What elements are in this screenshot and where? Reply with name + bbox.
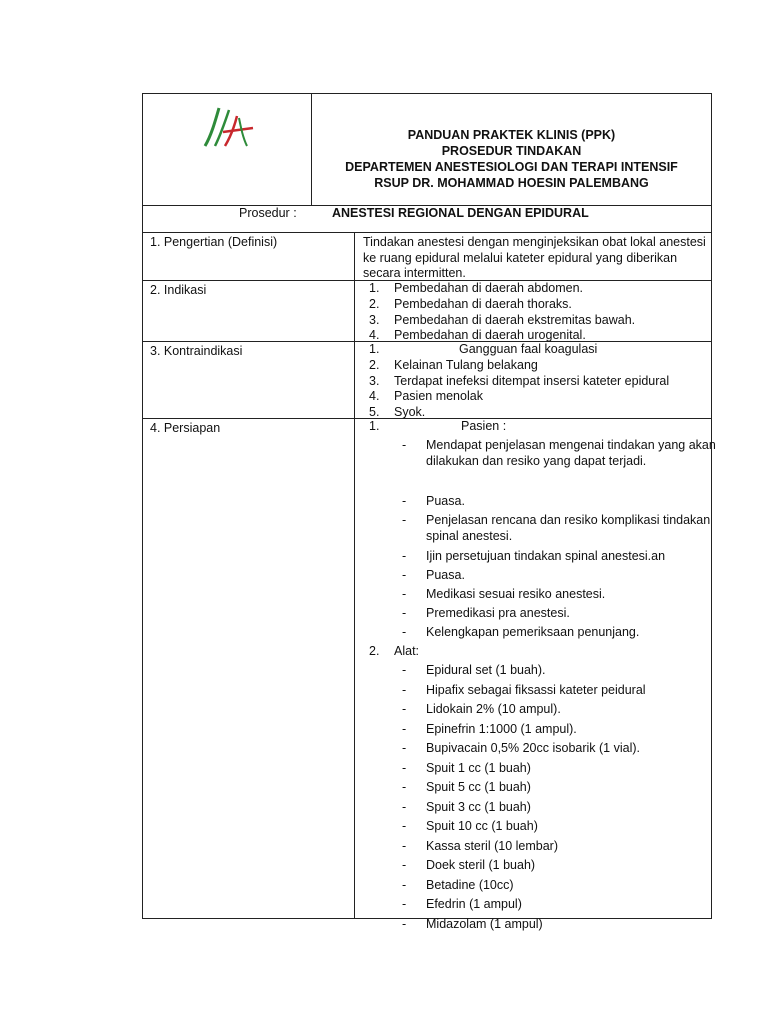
dash-bullet: -	[402, 916, 407, 931]
list-item	[369, 897, 714, 917]
dash-bullet: -	[402, 897, 407, 911]
dash-bullet: -	[402, 568, 407, 582]
list-item	[369, 741, 714, 761]
dash-bullet: -	[402, 760, 407, 775]
header-row	[143, 94, 711, 206]
dash-bullet: -	[402, 858, 407, 872]
title-line-3: DEPARTEMEN ANESTESIOLOGI DAN TERAPI INTENSIF	[345, 160, 678, 174]
list-item-text: Betadine (10cc)	[426, 877, 514, 892]
list-item	[369, 702, 714, 722]
persiapan-row	[143, 419, 716, 931]
list-item: 1. Gangguan faal koagulasi	[369, 342, 598, 356]
list-item-text: Doek steril (1 buah)	[426, 858, 536, 872]
list-item	[369, 780, 714, 800]
list-item: 3. Terdapat inefeksi ditempat insersi kateter epidural	[369, 373, 670, 388]
dash-bullet: -	[402, 819, 407, 833]
title-cell	[312, 94, 711, 205]
list-item	[369, 839, 714, 859]
list-item-text: Penjelasan rencana dan resiko komplikasi tindakan spinal anestesi.	[426, 513, 711, 543]
list-item	[369, 878, 714, 898]
hospital-logo-icon	[201, 102, 257, 150]
list-item: 4. Pasien menolak	[369, 389, 483, 404]
list-item	[369, 549, 714, 568]
kontraindikasi-list	[369, 342, 669, 421]
list-item-text: Spuit 1 cc (1 buah)	[426, 760, 531, 775]
list-item	[369, 683, 714, 703]
list-item-text: Medikasi sesuai resiko anestesi.	[426, 587, 606, 601]
indikasi-label: 2. Indikasi	[150, 283, 207, 297]
dash-bullet: -	[402, 625, 407, 639]
dash-bullet: -	[402, 513, 407, 527]
kontraindikasi-row	[143, 342, 711, 419]
dash-bullet: -	[402, 663, 407, 677]
alat-heading: 2. Alat:	[369, 644, 420, 658]
list-item	[369, 606, 714, 625]
list-item-text: Efedrin (1 ampul)	[426, 897, 522, 911]
pengertian-label: 1. Pengertian (Definisi)	[150, 235, 278, 249]
indikasi-row	[143, 281, 711, 342]
pasien-heading: 1. Pasien :	[369, 419, 507, 433]
prosedur-row	[143, 206, 711, 233]
list-item-text: Premedikasi pra anestesi.	[426, 606, 570, 620]
pengertian-text: Tindakan anestesi dengan menginjeksikan obat lokal anestesi ke ruang epidural melalui kateter epidural yang diberikan secara intermitten.	[363, 235, 706, 280]
list-item	[369, 568, 714, 587]
list-item	[369, 625, 714, 644]
list-item-text: Spuit 3 cc (1 buah)	[426, 799, 531, 814]
list-item-text: Spuit 5 cc (1 buah)	[426, 780, 531, 794]
list-item: 4. Pembedahan di daerah urogenital.	[369, 328, 586, 343]
list-item: 3. Pembedahan di daerah ekstremitas bawah.	[369, 312, 636, 327]
dash-bullet: -	[402, 721, 407, 736]
list-item	[369, 663, 714, 683]
title-line-4: RSUP DR. MOHAMMAD HOESIN PALEMBANG	[374, 176, 649, 190]
list-item: 1. Pembedahan di daerah abdomen.	[369, 281, 584, 295]
dash-bullet: -	[402, 549, 407, 563]
list-item-text: Bupivacain 0,5% 20cc isobarik (1 vial).	[426, 741, 640, 755]
list-item	[369, 587, 714, 606]
list-item: 5. Syok.	[369, 405, 426, 420]
list-item	[369, 513, 714, 549]
list-item	[369, 438, 714, 494]
prosedur-value: ANESTESI REGIONAL DENGAN EPIDURAL	[332, 206, 589, 220]
list-item-text: Kelengkapan pemeriksaan penunjang.	[426, 625, 640, 639]
list-item: 2. Kelainan Tulang belakang	[369, 357, 538, 372]
dash-bullet: -	[402, 438, 407, 452]
list-item	[369, 819, 714, 839]
list-item-text: Epinefrin 1:1000 (1 ampul).	[426, 721, 577, 736]
list-item	[369, 917, 714, 937]
ppk-document	[142, 93, 716, 931]
list-item	[369, 722, 714, 742]
dash-bullet: -	[402, 682, 407, 697]
list-item-text: Hipafix sebagai fiksassi kateter peidural	[426, 682, 646, 697]
dash-bullet: -	[402, 780, 407, 794]
list-item: 2. Pembedahan di daerah thoraks.	[369, 296, 572, 311]
dash-bullet: -	[402, 877, 407, 892]
list-item-text: Kassa steril (10 lembar)	[426, 838, 558, 853]
list-item-text: Puasa.	[426, 568, 465, 582]
kontraindikasi-label: 3. Kontraindikasi	[150, 344, 243, 358]
dash-bullet: -	[402, 606, 407, 620]
list-item	[369, 761, 714, 781]
persiapan-label: 4. Persiapan	[150, 421, 221, 435]
dash-bullet: -	[402, 587, 407, 601]
logo-cell	[143, 94, 312, 205]
persiapan-list	[369, 419, 714, 936]
list-item-text: Ijin persetujuan tindakan spinal anestesi.an	[426, 549, 666, 563]
list-item-text: Mendapat penjelasan mengenai tindakan yang akan dilakukan dan resiko yang dapat terjadi.	[426, 438, 716, 468]
list-item	[369, 800, 714, 820]
title-line-1: PANDUAN PRAKTEK KLINIS (PPK)	[407, 128, 616, 142]
list-item	[369, 494, 714, 513]
list-item-text: Spuit 10 cc (1 buah)	[426, 819, 538, 833]
list-item	[369, 858, 714, 878]
title-line-2: PROSEDUR TINDAKAN	[441, 144, 582, 158]
indikasi-list	[369, 281, 635, 344]
dash-bullet: -	[402, 494, 407, 508]
list-item-text: Midazolam (1 ampul)	[426, 916, 543, 931]
dash-bullet: -	[402, 702, 407, 716]
dash-bullet: -	[402, 741, 407, 755]
list-item-text: Epidural set (1 buah).	[426, 663, 546, 677]
list-item-text: Lidokain 2% (10 ampul).	[426, 702, 561, 716]
dash-bullet: -	[402, 838, 407, 853]
pengertian-row	[143, 233, 711, 281]
prosedur-label: Prosedur :	[239, 206, 297, 220]
list-item-text: Puasa.	[426, 494, 465, 508]
dash-bullet: -	[402, 799, 407, 814]
